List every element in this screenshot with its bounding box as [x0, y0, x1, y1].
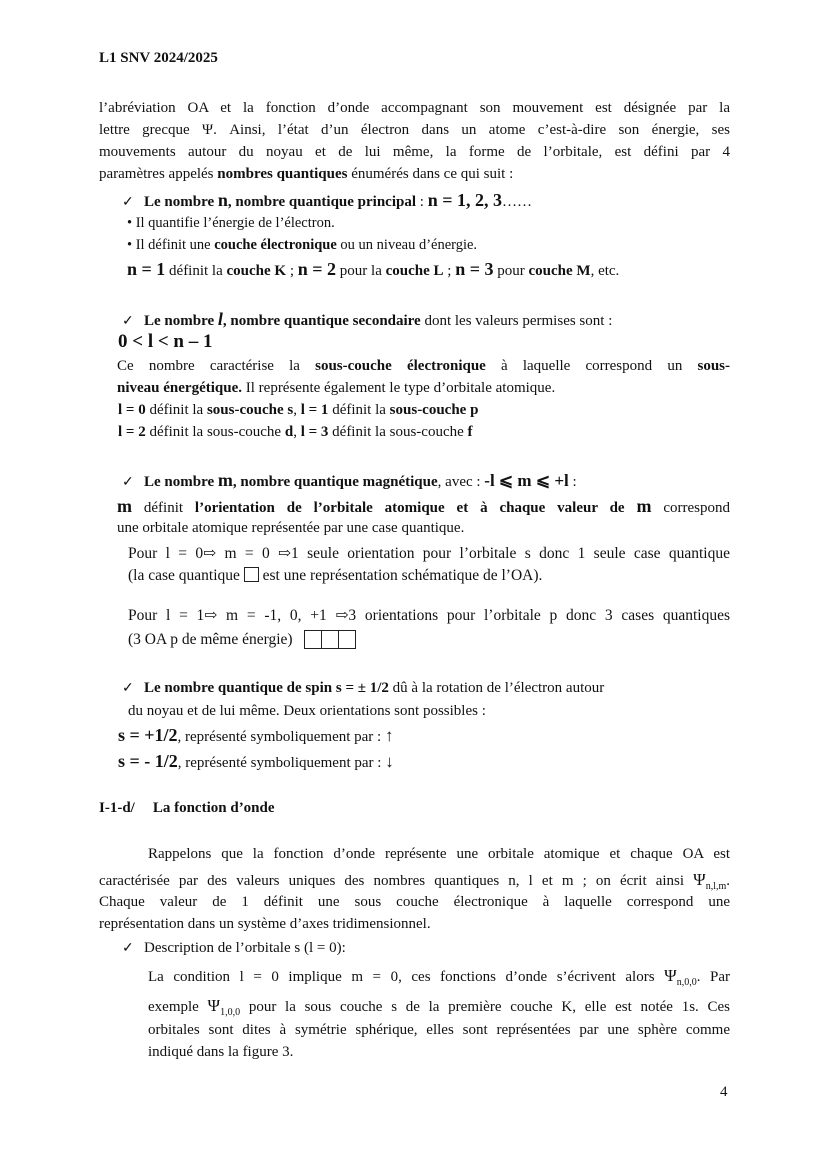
m-example-2-line-2: (3 OA p de même énergie) — [128, 629, 356, 651]
m-section-title: ✓ Le nombre m, nombre quantique magnétique, avec : -l ⩽ m ⩽ +l : — [122, 469, 577, 494]
intro-line-4: paramètres appelés nombres quantiques énumérés dans ce qui suit : — [99, 166, 514, 182]
l-range-formula: 0 < l < n – 1 — [118, 331, 213, 352]
spin-down-arrow-icon: ↓ — [385, 752, 394, 771]
spin-up-line: s = +1/2, représenté symboliquement par : ↑ — [118, 725, 394, 745]
m-example-1-line-2: (la case quantique est une représentation schématique de l’OA). — [128, 567, 543, 584]
spin-section-title: ✓ Le nombre quantique de spin s = ± 1/2 dû à la rotation de l’électron autour — [122, 677, 604, 700]
s-orbital-line-4: indiqué dans la figure 3. — [148, 1044, 294, 1060]
m-desc-line-2: une orbitale atomique représentée par une case quantique. — [117, 520, 465, 536]
m-desc-line-1: m définit l’orientation de l’orbitale atomique et à chaque valeur de m correspond — [117, 496, 730, 516]
n-shells-line: n = 1 définit la couche K ; n = 2 pour la couche L ; n = 3 pour couche M, etc. — [127, 259, 620, 279]
n-bullet-1: • Il quantifie l’énergie de l’électron. — [127, 215, 335, 231]
wave-p1-line-4: représentation dans un système d’axes tridimensionnel. — [99, 916, 431, 932]
intro-line-3: mouvements autour du noyau et de lui même, la forme de l’orbitale, est défini par 4 — [99, 144, 730, 160]
s-orbital-title: ✓ Description de l’orbitale s (l = 0): — [122, 937, 346, 960]
s-orbital-line-3: orbitales sont dites à symétrie sphérique, elles sont représentées par une sphère comme — [148, 1022, 730, 1038]
spin-up-arrow-icon: ↑ — [384, 726, 394, 745]
l-section-title: ✓ Le nombre l, nombre quantique secondaire dont les valeurs permises sont : — [122, 308, 612, 333]
spin-down-line: s = - 1/2, représenté symboliquement par : ↓ — [118, 751, 394, 771]
checkmark-icon: ✓ — [122, 314, 134, 329]
s-orbital-line-1: La condition l = 0 implique m = 0, ces fonctions d’onde s’écrivent alors $\Psi_{n,0,0}$. Par — [148, 966, 730, 988]
m-example-1-line-1: Pour l = 0⇨ m = 0 ⇨1 seule orientation pour l’orbitale s donc 1 seule case quantique — [128, 545, 730, 562]
wave-p1-line-3: Chaque valeur de 1 définit une sous couche électronique à laquelle correspond une — [99, 894, 730, 910]
quantum-box-icon — [244, 567, 259, 582]
spin-line-2: du noyau et de lui même. Deux orientations sont possibles : — [128, 703, 486, 719]
l-desc-line-2: niveau énergétique. Il représente également le type d’orbitale atomique. — [117, 380, 556, 396]
checkmark-icon: ✓ — [122, 195, 134, 210]
page-number: 4 — [720, 1084, 728, 1100]
intro-line-1: l’abréviation OA et la fonction d’onde accompagnant son mouvement est désignée par la — [99, 100, 730, 116]
checkmark-icon: ✓ — [122, 941, 134, 956]
l-desc-line-1: Ce nombre caractérise la sous-couche électronique à laquelle correspond un sous- — [117, 358, 731, 374]
m-example-2-line-1: Pour l = 1⇨ m = -1, 0, +1 ⇨3 orientations pour l’orbitale p donc 3 cases quantiques — [128, 607, 730, 624]
n-section-title: ✓ Le nombre n, nombre quantique principal : n = 1, 2, 3…… — [122, 189, 532, 214]
wave-p1-line-2: caractérisée par des valeurs uniques des nombres quantiques n, l et m ; on écrit ainsi $\Psi_{n,l,m}$. — [99, 870, 730, 892]
document-header: L1 SNV 2024/2025 — [99, 50, 218, 66]
s-orbital-line-2: exemple $\Psi_{1,0,0}$ pour la sous couche s de la première couche K, elle est notée 1s. Ces — [148, 996, 731, 1018]
term-nombres-quantiques: nombres quantiques — [217, 166, 348, 182]
l-subshell-row-1: l = 0 définit la sous-couche s, l = 1 définit la sous-couche p — [118, 402, 479, 418]
n-bullet-2: • Il définit une couche électronique ou un niveau d’énergie. — [127, 237, 478, 253]
checkmark-icon: ✓ — [122, 681, 134, 696]
three-quantum-boxes-icon — [304, 630, 356, 649]
l-subshell-row-2: l = 2 définit la sous-couche d, l = 3 définit la sous-couche f — [118, 424, 473, 440]
section-heading: I-1-d/ La fonction d’onde — [99, 800, 275, 816]
checkmark-icon: ✓ — [122, 475, 134, 490]
intro-line-2: lettre grecque Ψ. Ainsi, l’état d’un électron dans un atome c’est-à-dire son énergie, ses — [99, 122, 730, 138]
wave-p1-line-1: Rappelons que la fonction d’onde représente une orbitale atomique et chaque OA est — [148, 846, 730, 862]
